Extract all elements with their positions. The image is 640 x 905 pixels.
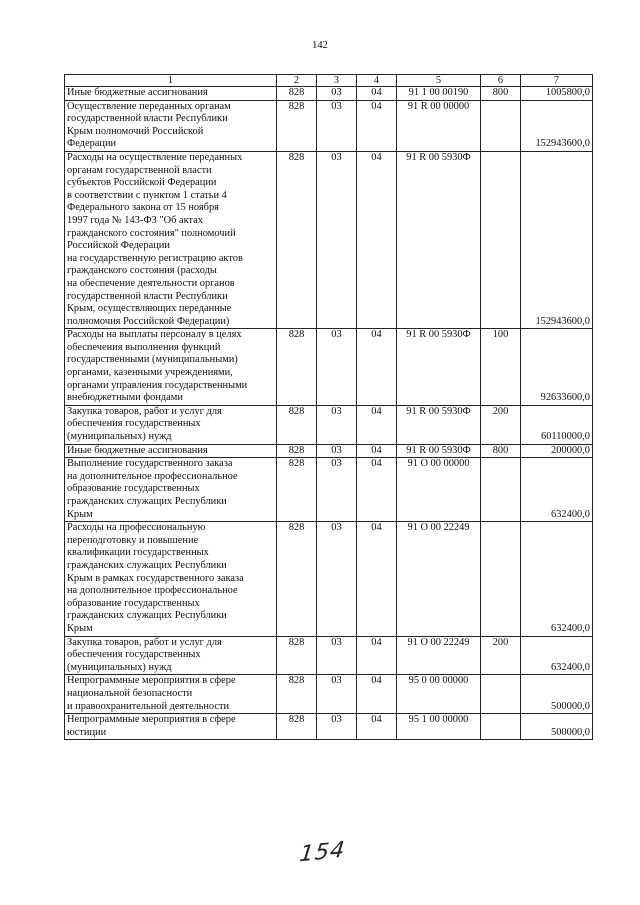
cell-target-article: 91 О 00 22249 <box>397 636 481 675</box>
table-row <box>65 675 593 714</box>
header-cell: 7 <box>521 75 593 87</box>
cell-expense-type <box>481 151 521 328</box>
cell-section: 03 <box>317 636 357 675</box>
cell-expense-type: 800 <box>481 444 521 458</box>
cell-target-article: 95 0 00 00000 <box>397 675 481 714</box>
cell-target-article: 91 1 00 00190 <box>397 87 481 101</box>
cell-expense-type <box>481 522 521 636</box>
header-cell: 3 <box>317 75 357 87</box>
cell-target-article: 91 R 00 5930Ф <box>397 329 481 406</box>
table-row <box>65 522 593 636</box>
handwritten-page-number: 154 <box>298 837 347 868</box>
budget-table <box>64 74 593 740</box>
cell-section: 03 <box>317 87 357 101</box>
cell-expense-type: 800 <box>481 87 521 101</box>
cell-grbs: 828 <box>277 100 317 151</box>
cell-name: Расходы на осуществление переданных органам государственной власти субъектов Российской Федерации в соответствии с пунктом 1 статьи 4 Федерального закона от 15 ноября 1997 года № 143-ФЗ "Об актах гражданского состояния" полномочий Российской Федерации на государственную регистрацию актов гражданского состояния (расходы на обеспечение деятельности органов государственной власти Республики Крым, осуществляющих переданные полномочия Российской Федерации) <box>65 151 277 328</box>
cell-section: 03 <box>317 458 357 522</box>
cell-amount: 500000,0 <box>521 675 593 714</box>
cell-subsection: 04 <box>357 522 397 636</box>
page-number: 142 <box>312 40 328 51</box>
cell-expense-type <box>481 675 521 714</box>
cell-amount: 500000,0 <box>521 714 593 740</box>
cell-target-article: 91 О 00 00000 <box>397 458 481 522</box>
cell-grbs: 828 <box>277 151 317 328</box>
cell-name: Осуществление переданных органам государственной власти Республики Крым полномочий Российской Федерации <box>65 100 277 151</box>
table-row <box>65 636 593 675</box>
cell-name: Закупка товаров, работ и услуг для обеспечения государственных (муниципальных) нужд <box>65 636 277 675</box>
cell-subsection: 04 <box>357 444 397 458</box>
cell-name: Расходы на выплаты персоналу в целях обеспечения выполнения функций государственными (муниципальными) органами, казенными учреждениями, органами управления государственными внебюджетными фондами <box>65 329 277 406</box>
table-row <box>65 444 593 458</box>
cell-subsection: 04 <box>357 329 397 406</box>
cell-section: 03 <box>317 151 357 328</box>
cell-section: 03 <box>317 329 357 406</box>
cell-name: Непрограммные мероприятия в сфере юстиции <box>65 714 277 740</box>
cell-amount: 632400,0 <box>521 522 593 636</box>
cell-subsection: 04 <box>357 714 397 740</box>
cell-name: Непрограммные мероприятия в сфере национальной безопасности и правоохранительной деятельности <box>65 675 277 714</box>
header-cell: 4 <box>357 75 397 87</box>
table-header-row <box>65 75 593 87</box>
table-row <box>65 100 593 151</box>
header-cell: 6 <box>481 75 521 87</box>
cell-amount: 92633600,0 <box>521 329 593 406</box>
cell-subsection: 04 <box>357 100 397 151</box>
cell-section: 03 <box>317 522 357 636</box>
cell-amount: 60110000,0 <box>521 405 593 444</box>
cell-section: 03 <box>317 444 357 458</box>
cell-target-article: 91 R 00 00000 <box>397 100 481 151</box>
header-cell: 1 <box>65 75 277 87</box>
header-cell: 2 <box>277 75 317 87</box>
table-row <box>65 405 593 444</box>
cell-grbs: 828 <box>277 714 317 740</box>
cell-amount: 152943600,0 <box>521 151 593 328</box>
cell-expense-type: 100 <box>481 329 521 406</box>
cell-subsection: 04 <box>357 151 397 328</box>
cell-section: 03 <box>317 675 357 714</box>
cell-grbs: 828 <box>277 522 317 636</box>
cell-grbs: 828 <box>277 405 317 444</box>
cell-grbs: 828 <box>277 675 317 714</box>
cell-amount: 1005800,0 <box>521 87 593 101</box>
cell-expense-type: 200 <box>481 636 521 675</box>
table-row <box>65 151 593 328</box>
cell-amount: 632400,0 <box>521 636 593 675</box>
cell-grbs: 828 <box>277 636 317 675</box>
cell-grbs: 828 <box>277 444 317 458</box>
cell-name: Иные бюджетные ассигнования <box>65 87 277 101</box>
cell-expense-type <box>481 100 521 151</box>
cell-name: Иные бюджетные ассигнования <box>65 444 277 458</box>
table-row <box>65 458 593 522</box>
cell-subsection: 04 <box>357 405 397 444</box>
cell-name: Расходы на профессиональную переподготовку и повышение квалификации государственных гражданских служащих Республики Крым в рамках государственного заказа на дополнительное профессиональное образование государственных гражданских служащих Республики Крым <box>65 522 277 636</box>
table-row <box>65 714 593 740</box>
cell-target-article: 95 1 00 00000 <box>397 714 481 740</box>
cell-amount: 200000,0 <box>521 444 593 458</box>
cell-expense-type <box>481 714 521 740</box>
table-row <box>65 87 593 101</box>
cell-target-article: 91 R 00 5930Ф <box>397 405 481 444</box>
cell-name: Выполнение государственного заказа на дополнительное профессиональное образование государственных гражданских служащих Республики Крым <box>65 458 277 522</box>
cell-expense-type: 200 <box>481 405 521 444</box>
header-cell: 5 <box>397 75 481 87</box>
cell-subsection: 04 <box>357 458 397 522</box>
cell-grbs: 828 <box>277 87 317 101</box>
cell-section: 03 <box>317 100 357 151</box>
cell-grbs: 828 <box>277 329 317 406</box>
cell-amount: 632400,0 <box>521 458 593 522</box>
cell-subsection: 04 <box>357 636 397 675</box>
cell-subsection: 04 <box>357 87 397 101</box>
cell-target-article: 91 R 00 5930Ф <box>397 151 481 328</box>
cell-target-article: 91 О 00 22249 <box>397 522 481 636</box>
table-row <box>65 329 593 406</box>
cell-name: Закупка товаров, работ и услуг для обеспечения государственных (муниципальных) нужд <box>65 405 277 444</box>
cell-section: 03 <box>317 405 357 444</box>
cell-grbs: 828 <box>277 458 317 522</box>
cell-section: 03 <box>317 714 357 740</box>
cell-target-article: 91 R 00 5930Ф <box>397 444 481 458</box>
cell-amount: 152943600,0 <box>521 100 593 151</box>
cell-expense-type <box>481 458 521 522</box>
cell-subsection: 04 <box>357 675 397 714</box>
